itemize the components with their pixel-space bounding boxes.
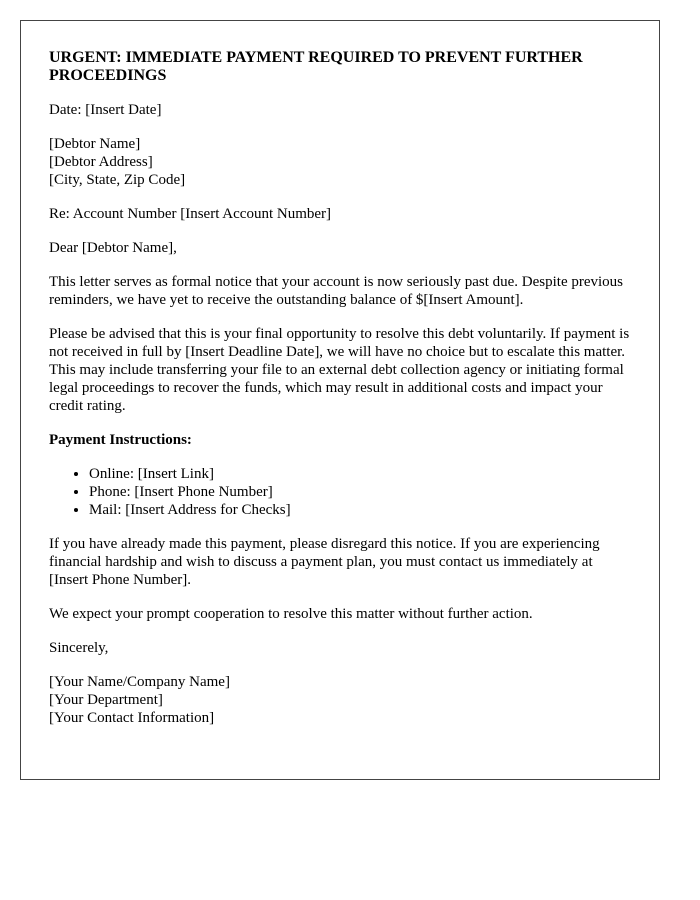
salutation: Dear [Debtor Name], xyxy=(49,240,177,256)
payment-method-phone: • Phone: [Insert Phone Number] xyxy=(89,483,631,501)
payment-method-online: • Online: [Insert Link] xyxy=(89,465,631,483)
body-paragraph-cooperation: We expect your prompt cooperation to resolve this matter without further action. xyxy=(49,606,533,622)
payment-method-mail: • Mail: [Insert Address for Checks] xyxy=(89,501,631,519)
date-line: Date: [Insert Date] xyxy=(49,102,162,118)
debtor-address-block xyxy=(49,135,631,189)
debtor-name-line: [Debtor Name] xyxy=(49,136,141,152)
signature-contact-line: [Your Contact Information] xyxy=(49,710,215,726)
body-paragraph-final-opportunity: Please be advised that this is your final opportunity to resolve this debt voluntarily. If payment is not received in full by [Insert Deadline Date], we will have no choice but to escalate this matter. This may include transferring your file to an external debt collection agency or initiating formal legal proceedings to recover the funds, which may result in additional costs and impact your credit rating. xyxy=(49,326,630,414)
letter-document xyxy=(20,20,660,780)
signature-name-line: [Your Name/Company Name] xyxy=(49,674,230,690)
signature-department-line: [Your Department] xyxy=(49,692,163,708)
signature-block xyxy=(49,673,631,727)
payment-methods-list xyxy=(49,465,631,519)
re-line: Re: Account Number [Insert Account Number] xyxy=(49,206,332,222)
debtor-city-line: [City, State, Zip Code] xyxy=(49,172,186,188)
body-paragraph-hardship: If you have already made this payment, please disregard this notice. If you are experiencing financial hardship and wish to discuss a payment plan, you must contact us immediately at [Insert Phone Number]. xyxy=(49,536,600,588)
body-paragraph-past-due: This letter serves as formal notice that your account is now seriously past due. Despite previous reminders, we have yet to receive the outstanding balance of $[Insert Amount]. xyxy=(49,274,624,308)
letter-title: URGENT: IMMEDIATE PAYMENT REQUIRED TO PREVENT FURTHER PROCEEDINGS xyxy=(49,49,583,84)
closing: Sincerely, xyxy=(49,640,109,656)
payment-instructions-heading: Payment Instructions: xyxy=(49,432,192,448)
debtor-address-line: [Debtor Address] xyxy=(49,154,153,170)
